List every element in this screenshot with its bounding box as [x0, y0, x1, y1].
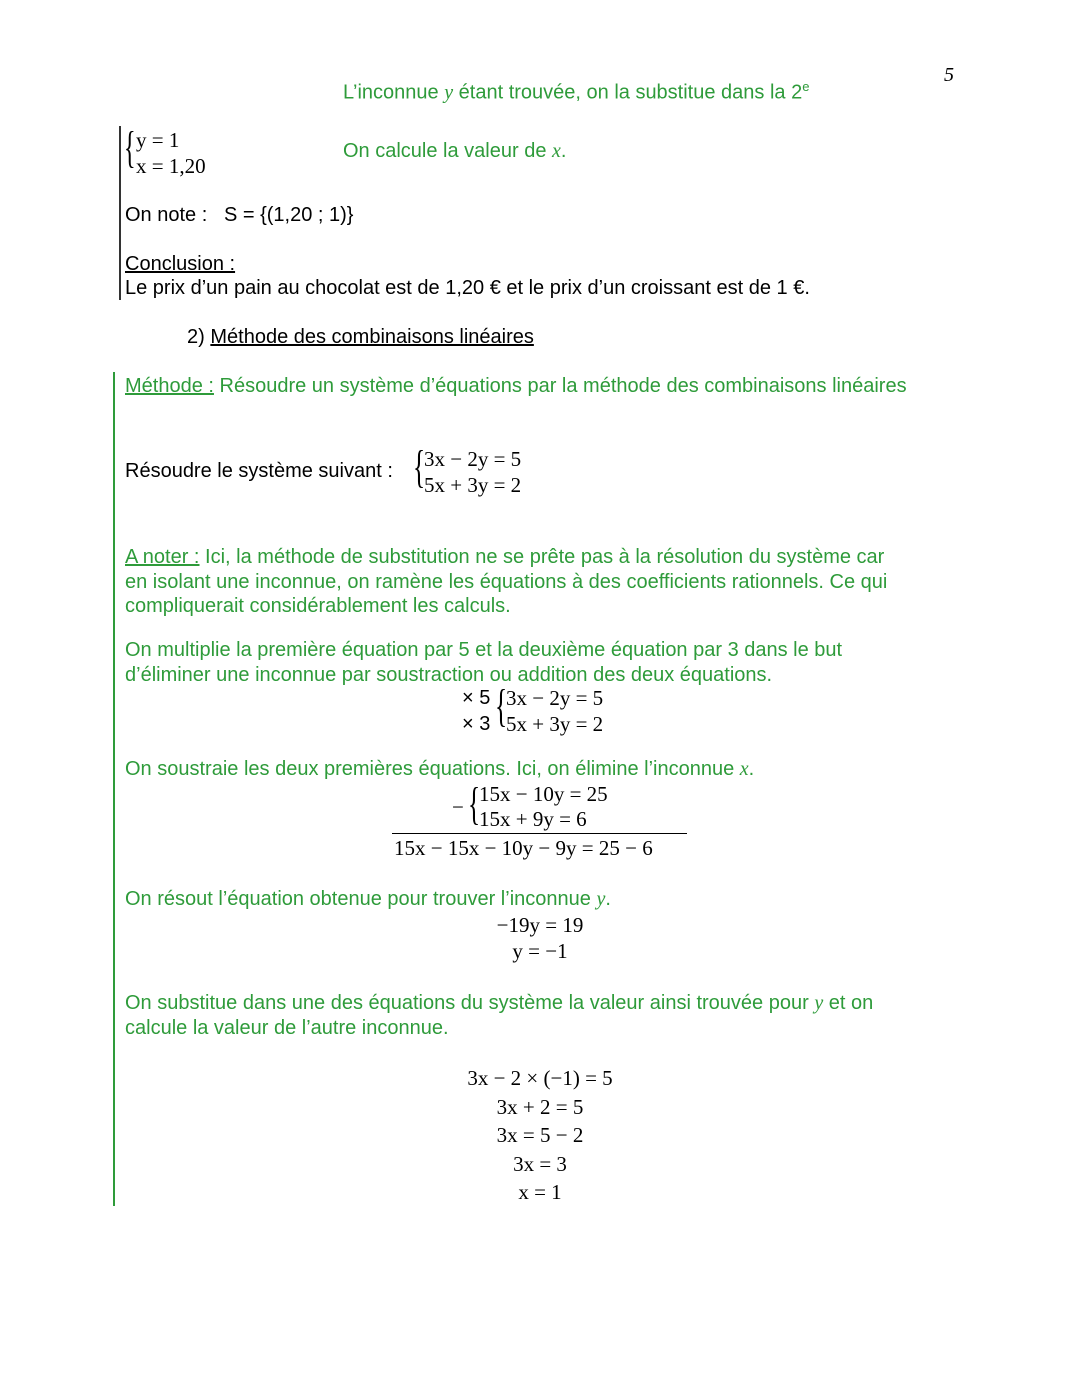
- system-brace: {: [124, 123, 136, 172]
- subtraction-rule: [392, 833, 687, 834]
- page-number: 5: [944, 64, 954, 86]
- exercise-eq-2: 5x + 3y = 2: [424, 473, 522, 497]
- method-label: Méthode :: [125, 375, 214, 397]
- solve-y-text-main: On résout l’équation obtenue pour trouver l’inconnue: [125, 888, 597, 910]
- solve-y-step-2: y = −1: [512, 939, 568, 963]
- multiply-line-1: On multiplie la première équation par 5 et la deuxième équation par 3 dans le but: [125, 639, 843, 661]
- multiply-system: [506, 685, 603, 737]
- substitution-note-text: L’inconnue: [343, 81, 445, 104]
- substitute-step-4: 3x = 3: [513, 1151, 567, 1176]
- exercise-eq-1: 3x − 2y = 5: [424, 447, 522, 471]
- multiply-eq-1: 3x − 2y = 5: [506, 686, 604, 710]
- note-line-3: compliquerait considérablement les calculs.: [125, 595, 511, 617]
- method-text: Résoudre un système d’équations par la méthode des combinaisons linéaires: [213, 375, 907, 397]
- substitute-step-5: x = 1: [518, 1180, 562, 1204]
- section-title: Méthode des combinaisons linéaires: [210, 326, 534, 348]
- multiply-eq-2: 5x + 3y = 2: [506, 712, 604, 736]
- note-line-1: Ici, la méthode de substitution ne se prête pas à la résolution du système car: [199, 546, 885, 568]
- minus-sign: −: [452, 795, 464, 819]
- solve-y-step-1: −19y = 19: [496, 913, 584, 937]
- exercise-prompt: Résoudre le système suivant :: [125, 460, 393, 482]
- note-label: A noter :: [125, 546, 200, 568]
- superscript: e: [802, 79, 810, 94]
- substitute-line-1-end: et on: [823, 992, 874, 1014]
- system-line-2: x = 1,20: [136, 154, 206, 178]
- margin-line-green: [113, 372, 115, 1206]
- exercise-system: [424, 446, 521, 498]
- var-y: y: [444, 81, 454, 104]
- subtract-result: 15x − 15x − 10y − 9y = 25 − 6: [394, 836, 653, 860]
- multiply-text: [125, 638, 842, 688]
- method-heading: [125, 375, 907, 398]
- solve-y-steps: [440, 912, 640, 964]
- system-solution: [136, 127, 206, 179]
- factor-3: × 3: [462, 713, 491, 735]
- substitution-note-text-end: étant trouvée, on la substitue dans la 2: [453, 81, 803, 104]
- substitution-note: [343, 79, 809, 105]
- solution-value: S = {(1,20 ; 1)}: [223, 204, 354, 226]
- var-x: x: [739, 758, 749, 780]
- subtract-text: [125, 758, 754, 781]
- subtract-text-dot: .: [748, 758, 755, 780]
- factor-5: × 5: [462, 687, 491, 709]
- subtract-eq-2: 15x + 9y = 6: [479, 807, 587, 831]
- note-line-2: en isolant une inconnue, on ramène les équations à des coefficients rationnels. Ce qui: [125, 570, 888, 593]
- margin-line-black: [119, 126, 121, 300]
- subtract-brace: {: [468, 778, 481, 829]
- multiply-factors: [462, 685, 490, 737]
- calc-note-text: On calcule la valeur de: [343, 140, 553, 162]
- substitute-line-1: On substitue dans une des équations du système la valeur ainsi trouvée pour: [125, 992, 815, 1014]
- calc-note-dot: .: [560, 140, 567, 162]
- var-y: y: [814, 992, 824, 1014]
- system-line-1: y = 1: [136, 128, 180, 152]
- multiply-line-2: d’éliminer une inconnue par soustraction ou addition des deux équations.: [125, 664, 773, 686]
- substitute-step-3: 3x = 5 − 2: [496, 1123, 584, 1147]
- subtract-system: [479, 782, 608, 832]
- note-block: [125, 545, 887, 619]
- var-y: y: [596, 888, 606, 910]
- substitute-text: [125, 991, 873, 1041]
- subtract-text-main: On soustraie les deux premières équations. Ici, on élimine l’inconnue: [125, 758, 740, 780]
- solution-set: [125, 204, 353, 227]
- calc-note: [343, 140, 566, 163]
- substitute-step-2: 3x + 2 = 5: [496, 1094, 584, 1119]
- multiply-brace: {: [495, 680, 508, 731]
- substitute-steps: [420, 1064, 660, 1207]
- exercise-brace: {: [413, 441, 426, 492]
- substitute-line-2: calcule la valeur de l’autre inconnue.: [125, 1017, 449, 1039]
- solve-y-text-dot: .: [605, 888, 611, 910]
- solve-y-text: [125, 888, 611, 911]
- conclusion-heading: Conclusion :: [125, 253, 236, 275]
- solution-label: On note :: [125, 204, 208, 226]
- section-heading: [187, 326, 534, 349]
- conclusion-text: Le prix d’un pain au chocolat est de 1,20 € et le prix d’un croissant est de 1 €.: [125, 277, 810, 299]
- section-number: 2): [187, 326, 205, 348]
- substitute-step-1: 3x − 2 × (−1) = 5: [467, 1066, 613, 1090]
- subtract-eq-1: 15x − 10y = 25: [479, 782, 608, 806]
- var-x: x: [552, 140, 561, 162]
